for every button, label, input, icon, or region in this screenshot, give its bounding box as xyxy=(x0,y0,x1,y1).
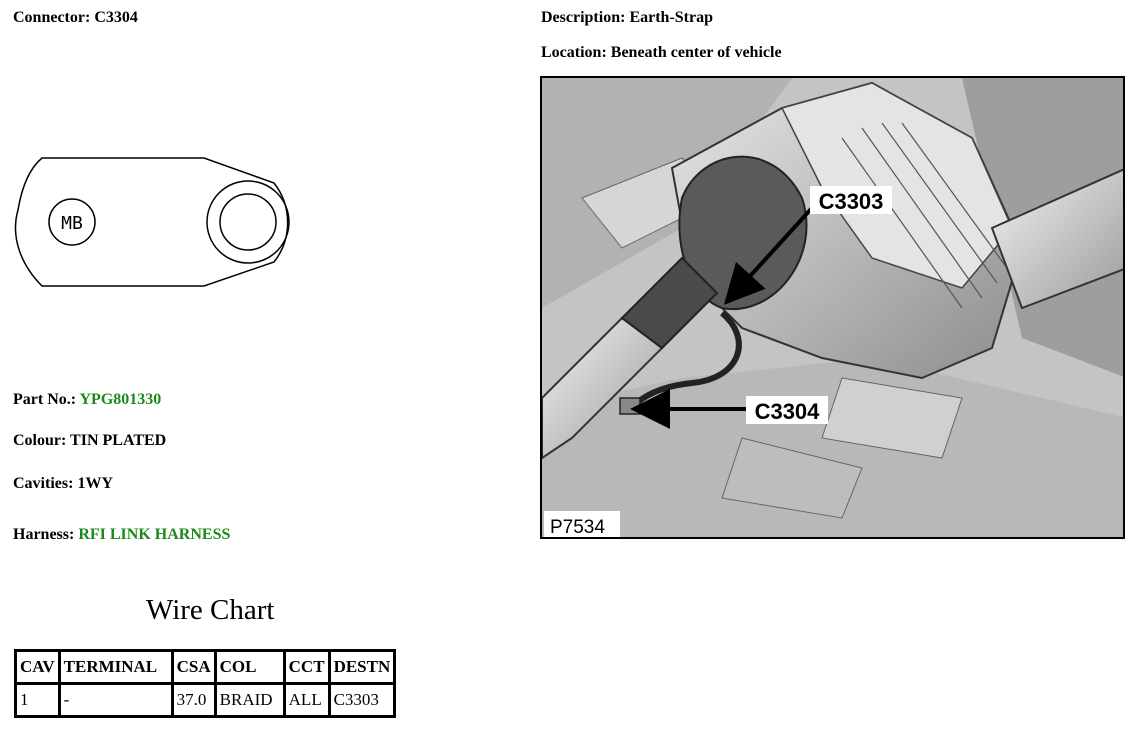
part-no-label: Part No.: xyxy=(13,391,77,408)
header-csa: CSA xyxy=(172,651,215,684)
harness-line xyxy=(13,526,230,544)
callout-c3304: C3304 xyxy=(754,399,820,424)
connector-value: C3304 xyxy=(94,9,138,26)
connector-line xyxy=(13,9,138,27)
description-line xyxy=(541,9,713,27)
cell-cct: ALL xyxy=(284,684,329,717)
header-terminal: TERMINAL xyxy=(59,651,172,684)
header-cav: CAV xyxy=(16,651,60,684)
colour-line xyxy=(13,432,166,450)
connector-label: Connector: xyxy=(13,9,91,26)
location-value: Beneath center of vehicle xyxy=(610,44,782,61)
cell-terminal: - xyxy=(59,684,172,717)
header-destn: DESTN xyxy=(329,651,395,684)
colour-label: Colour: xyxy=(13,432,67,449)
part-no-line xyxy=(13,391,161,409)
cavities-label: Cavities: xyxy=(13,475,74,492)
cavity-label: MB xyxy=(61,213,83,234)
wire-chart-header-row xyxy=(16,651,395,684)
connector-outline xyxy=(15,158,287,286)
location-line xyxy=(541,44,782,62)
description-label: Description: xyxy=(541,9,626,26)
cell-csa: 37.0 xyxy=(172,684,215,717)
figure-id: P7534 xyxy=(550,517,605,538)
location-photo xyxy=(540,76,1125,539)
cell-col: BRAID xyxy=(215,684,284,717)
cell-destn[interactable]: C3303 xyxy=(329,684,395,717)
cell-cav: 1 xyxy=(16,684,60,717)
header-col: COL xyxy=(215,651,284,684)
harness-label: Harness: xyxy=(13,526,75,543)
cavities-value: 1WY xyxy=(77,475,113,492)
wire-chart-title: Wire Chart xyxy=(146,594,275,626)
part-no-link[interactable]: YPG801330 xyxy=(79,391,162,408)
callout-c3303: C3303 xyxy=(818,189,884,214)
header-cct: CCT xyxy=(284,651,329,684)
harness-link[interactable]: RFI LINK HARNESS xyxy=(78,526,231,543)
eyelet-inner xyxy=(220,194,276,250)
wire-chart-table xyxy=(14,649,396,718)
connector-diagram xyxy=(12,150,297,295)
location-label: Location: xyxy=(541,44,607,61)
description-value: Earth-Strap xyxy=(629,9,713,26)
colour-value: TIN PLATED xyxy=(70,432,167,449)
table-row xyxy=(16,684,395,717)
cavities-line xyxy=(13,475,113,493)
